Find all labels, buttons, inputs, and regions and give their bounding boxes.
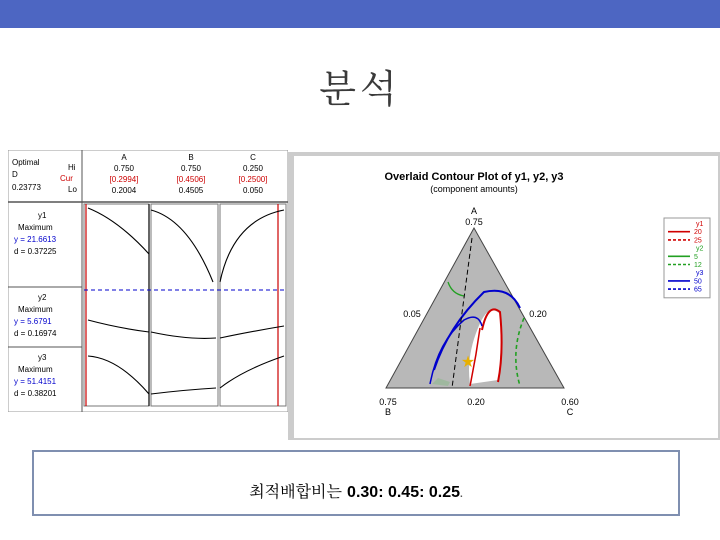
response-optimizer-panel: [8, 150, 288, 412]
factor-lo-a: 0.2004: [111, 186, 137, 195]
vertex-label-right-name: C: [566, 407, 574, 417]
conclusion-dot: .: [460, 489, 463, 500]
chart-subtitle: (component amounts): [430, 184, 518, 194]
vertex-label-top-name: A: [470, 206, 478, 216]
response-desirability-y3: d = 0.38201: [14, 389, 57, 398]
factor-cur-b: [0.4506]: [176, 175, 206, 184]
vertex-label-top-value: 0.75: [465, 217, 483, 227]
response-desirability-y1: d = 0.37225: [14, 247, 57, 256]
conclusion-ratio: 0.30: 0.45: 0.25: [347, 484, 461, 501]
factor-hi-b: 0.750: [180, 164, 202, 173]
legend-value-y1-20: 20: [694, 229, 702, 237]
response-name-y3: y3: [38, 353, 47, 362]
conclusion-text: [34, 479, 678, 502]
legend-value-y3-65: 65: [694, 286, 702, 294]
vertex-label-right-value: 0.60: [561, 397, 579, 407]
d-label: D: [12, 170, 18, 179]
response-desirability-y2: d = 0.16974: [14, 329, 57, 338]
edge-label-right: 0.20: [529, 309, 547, 319]
response-goal-y1: Maximum: [18, 223, 53, 232]
legend-header-y2: y2: [696, 245, 704, 253]
legend-header-y3: y3: [696, 270, 704, 278]
response-value-y3: y = 51.4151: [14, 377, 57, 386]
response-name-y2: y2: [38, 293, 47, 302]
response-name-y1: y1: [38, 211, 47, 220]
factor-cur-c: [0.2500]: [238, 175, 268, 184]
vertex-label-left-value: 0.75: [379, 397, 397, 407]
optimum-star-icon: ★: [460, 354, 476, 371]
vertex-label-left-name: B: [384, 407, 392, 417]
legend-value-y3-50: 50: [694, 278, 702, 286]
legend-value-y2-12: 12: [694, 262, 702, 269]
chart-title: Overlaid Contour Plot of y1, y2, y3: [384, 171, 564, 183]
legend-value-y1-25: 25: [694, 237, 702, 245]
factor-lo-b: 0.4505: [178, 186, 204, 195]
response-value-y1: y = 21.6613: [14, 235, 57, 244]
legend-value-y2-5: 5: [694, 253, 698, 261]
row-label-lo: Lo: [68, 185, 77, 194]
factor-name-a: A: [121, 153, 127, 162]
response-goal-y3: Maximum: [18, 365, 53, 374]
factor-hi-c: 0.250: [242, 164, 264, 173]
row-label-cur: Cur: [60, 174, 73, 183]
response-value-y2: y = 5.6791: [14, 317, 52, 326]
slide-title: 분석: [319, 67, 401, 111]
factor-hi-a: 0.750: [113, 164, 135, 173]
top-accent-bar: [0, 0, 720, 28]
factor-cur-a: [0.2994]: [109, 175, 139, 184]
conclusion-box: [32, 450, 680, 516]
factor-lo-c: 0.050: [242, 186, 264, 195]
edge-label-bottom: 0.20: [467, 397, 485, 407]
legend: [664, 218, 710, 298]
factor-name-b: B: [188, 153, 194, 162]
factor-name-c: C: [250, 153, 256, 162]
response-goal-y2: Maximum: [18, 305, 53, 314]
d-value: 0.23773: [12, 183, 41, 192]
legend-frame: [664, 218, 710, 298]
row-label-hi: Hi: [68, 163, 76, 172]
optimal-label: Optimal: [12, 158, 40, 167]
conclusion-label: 최적배합비는: [249, 482, 342, 501]
edge-label-left: 0.05: [403, 309, 421, 319]
contour-plot-panel: [288, 152, 720, 440]
legend-header-y1: y1: [696, 221, 704, 228]
